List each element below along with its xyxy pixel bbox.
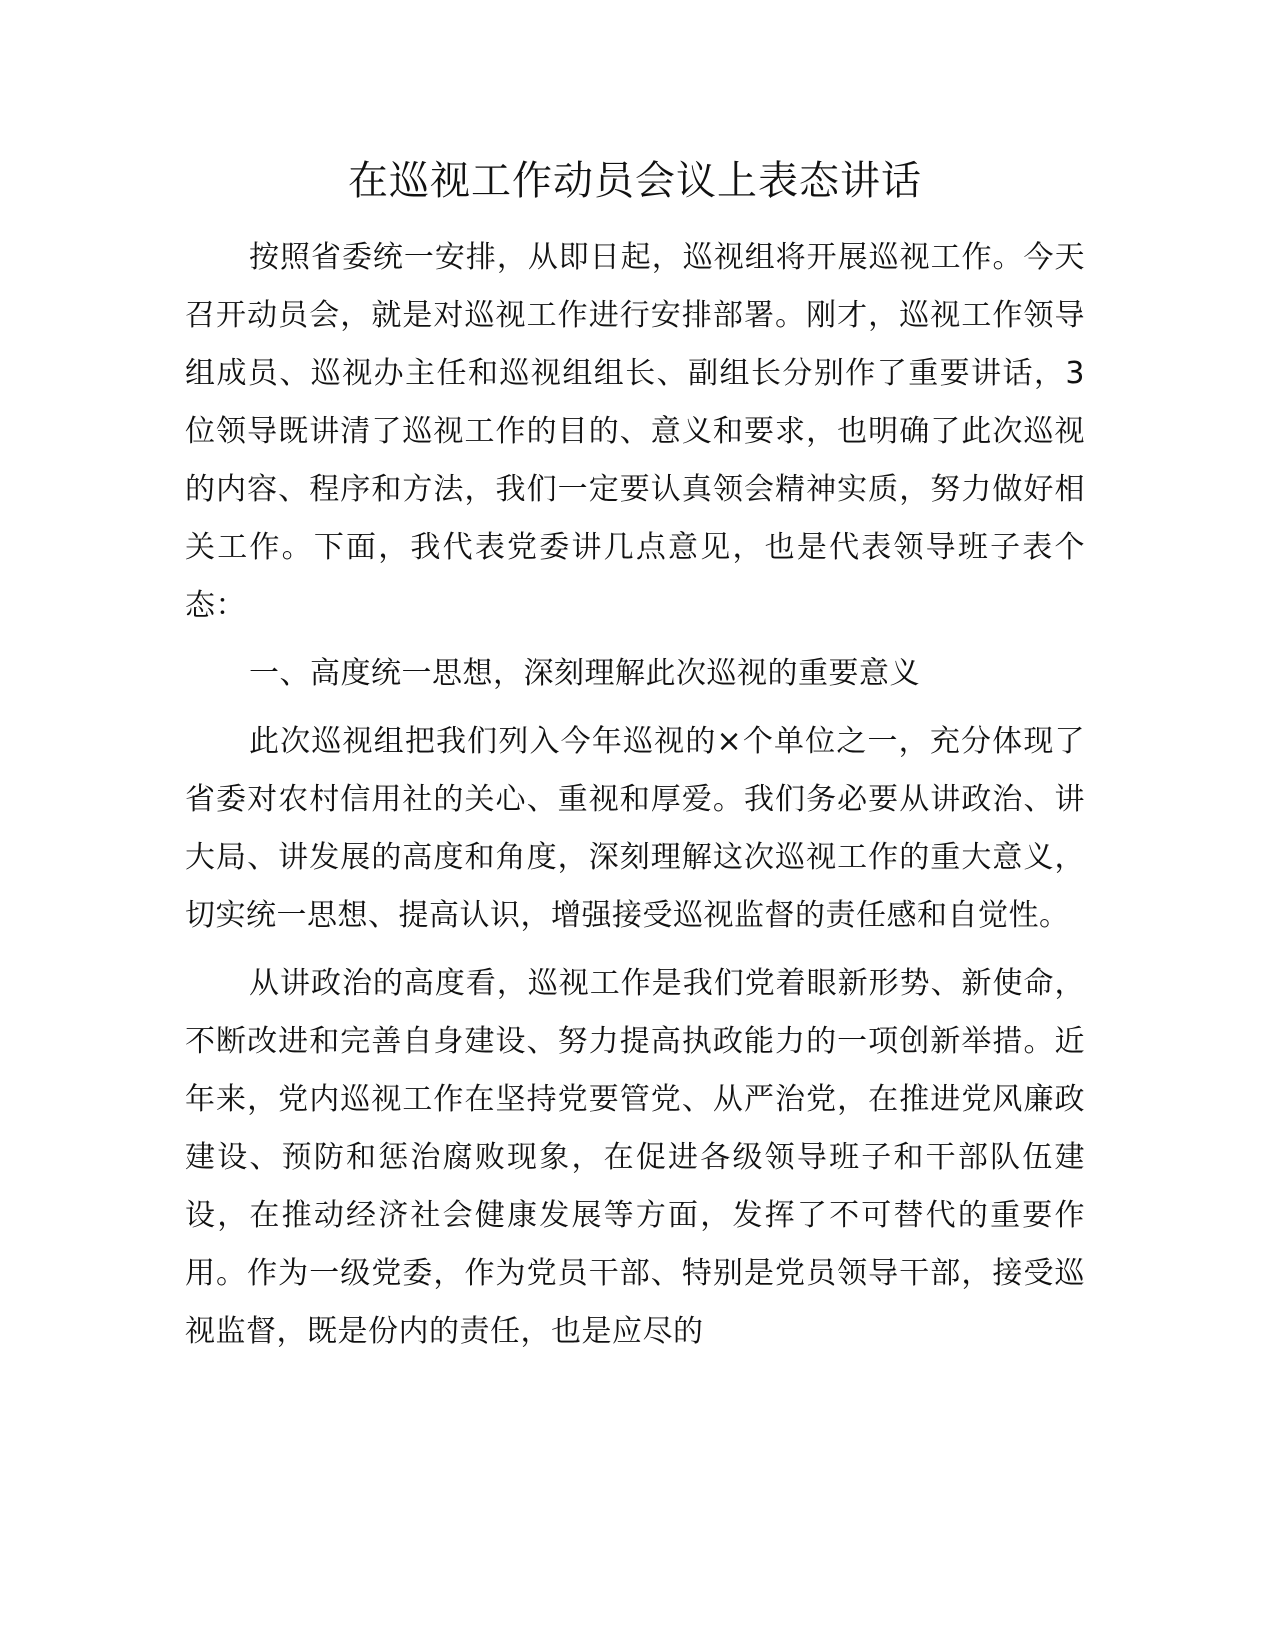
document-title: 在巡视工作动员会议上表态讲话 [348, 158, 922, 204]
intro-paragraph: 按照省委统一安排，从即日起，巡视组将开展巡视工作。今天召开动员会，就是对巡视工作进行安排部署。刚才，巡视工作领导组成员、巡视办主任和巡视组组长、副组长分别作了重要讲话，3位领导既讲清了巡视工作的目的、意义和要求，也明确了此次巡视的内容、程序和方法，我们一定要认真领会精神实质，努力做好相关工作。下面，我代表党委讲几点意见，也是代表领导班子表个态： [185, 240, 1085, 623]
section-heading-1: 一、高度统一思想，深刻理解此次巡视的重要意义 [249, 656, 920, 691]
body-paragraph-1: 此次巡视组把我们列入今年巡视的×个单位之一，充分体现了省委对农村信用社的关心、重视和厚爱。我们务必要从讲政治、讲大局、讲发展的高度和角度，深刻理解这次巡视工作的重大意义，切实统一思想、提高认识，增强接受巡视监督的责任感和自觉性。 [185, 724, 1085, 933]
document-content [185, 147, 1085, 1371]
body-paragraph-2: 从讲政治的高度看，巡视工作是我们党着眼新形势、新使命，不断改进和完善自身建设、努力提高执政能力的一项创新举措。近年来，党内巡视工作在坚持党要管党、从严治党，在推进党风廉政建设、预防和惩治腐败现象，在促进各级领导班子和干部队伍建设，在推动经济社会健康发展等方面，发挥了不可替代的重要作用。作为一级党委，作为党员干部、特别是党员领导干部，接受巡视监督，既是份内的责任，也是应尽的 [185, 966, 1085, 1349]
